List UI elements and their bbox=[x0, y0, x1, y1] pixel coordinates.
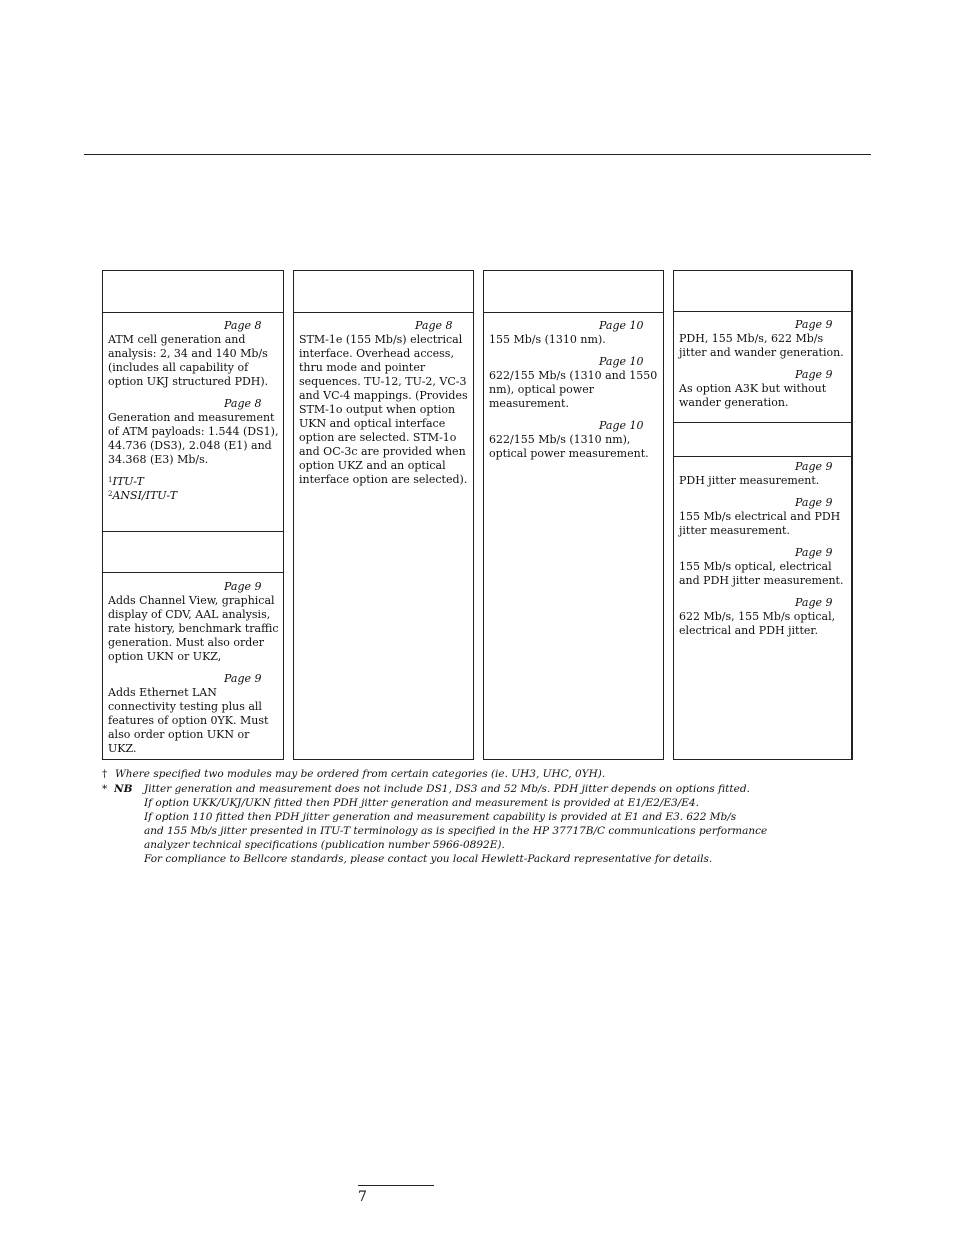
page-ref: Page 9 bbox=[795, 496, 833, 509]
nb-line: If option 110 fitted then PDH jitter generation and measurement capability is provided at E1 and E3. 622 Mb/s bbox=[144, 811, 737, 823]
nb-line: and 155 Mb/s jitter presented in ITU-T terminology as is specified in the HP 37717B/C communications performance bbox=[144, 825, 768, 837]
column-3-header-box bbox=[484, 271, 663, 313]
option-description: PDH jitter measurement. bbox=[679, 474, 820, 487]
nb-line: For compliance to Bellcore standards, please contact you local Hewlett-Packard representative for details. bbox=[144, 853, 713, 865]
dagger-mark: † bbox=[102, 768, 108, 780]
page-ref: Page 8 bbox=[415, 319, 453, 332]
nb-label: NB bbox=[114, 783, 133, 795]
page-ref: Page 9 bbox=[795, 546, 833, 559]
option-column-2 bbox=[293, 270, 474, 760]
column-2-section-1 bbox=[299, 319, 469, 487]
header-rule bbox=[84, 154, 871, 155]
footnote-1: $^1$ITU-T bbox=[108, 475, 144, 488]
footnote-2: $^2$ANSI/ITU-T bbox=[108, 489, 178, 502]
option-description: As option A3K but without wander generation. bbox=[679, 382, 827, 409]
asterisk-mark: * bbox=[102, 783, 108, 795]
page-ref: Page 10 bbox=[599, 355, 644, 368]
option-description: 155 Mb/s optical, electrical and PDH jitter measurement. bbox=[679, 560, 844, 587]
page-ref: Page 9 bbox=[795, 596, 833, 609]
option-description: ATM cell generation and analysis: 2, 34 and 140 Mb/s (includes all capability of option UKJ structured PDH). bbox=[108, 333, 269, 388]
dagger-note bbox=[102, 767, 862, 781]
option-description: STM-1e (155 Mb/s) electrical interface. Overhead access, thru mode and pointer sequences. TU-12, TU-2, VC-3 and VC-4 mappings. (Provides STM-1o output when option UKN and optical interface option are selected. STM-1o and OC-3c are provided when option UKZ and an optical interface option are selected). bbox=[299, 333, 468, 486]
nb-line: Jitter generation and measurement does not include DS1, DS3 and 52 Mb/s. PDH jitter depends on options fitted. bbox=[144, 783, 750, 795]
column-3-section-1 bbox=[489, 319, 659, 461]
page-ref: Page 8 bbox=[224, 397, 262, 410]
page-number-rule bbox=[358, 1185, 434, 1186]
column-4-header-box bbox=[674, 271, 851, 312]
page-ref: Page 10 bbox=[599, 419, 644, 432]
option-description: Adds Channel View, graphical display of CDV, AAL analysis, rate history, benchmark traffic generation. Must also order option UKN or UKZ, bbox=[108, 594, 279, 663]
footnotes bbox=[102, 767, 862, 866]
nb-line: If option UKK/UKJ/UKN fitted then PDH jitter generation and measurement is provided at E1/E2/E3/E4. bbox=[144, 797, 699, 809]
column-1-subheader-box bbox=[103, 531, 283, 573]
option-description: 155 Mb/s electrical and PDH jitter measurement. bbox=[679, 510, 841, 537]
page-ref: Page 9 bbox=[224, 672, 262, 685]
option-description: PDH, 155 Mb/s, 622 Mb/s jitter and wander generation. bbox=[679, 332, 844, 359]
option-column-3 bbox=[483, 270, 664, 760]
page-ref: Page 8 bbox=[224, 319, 262, 332]
nb-line: analyzer technical specifications (publication number 5966-0892E). bbox=[144, 839, 505, 851]
column-4-section-2 bbox=[679, 460, 847, 638]
column-1-section-1 bbox=[108, 319, 279, 503]
page-ref: Page 9 bbox=[795, 368, 833, 381]
option-description: 622/155 Mb/s (1310 nm), optical power measurement. bbox=[489, 433, 649, 460]
column-4-section-1 bbox=[679, 318, 847, 410]
column-4-subheader-box bbox=[674, 422, 851, 457]
option-description: Generation and measurement of ATM payloads: 1.544 (DS1), 44.736 (DS3), 2.048 (E1) and 34.368 (E3) Mb/s. bbox=[108, 411, 279, 466]
page-ref: Page 9 bbox=[795, 460, 833, 473]
page-ref: Page 9 bbox=[224, 580, 262, 593]
page-ref: Page 10 bbox=[599, 319, 644, 332]
option-column-1 bbox=[102, 270, 284, 760]
dagger-note-text: Where specified two modules may be ordered from certain categories (ie. UH3, UHC, 0YH). bbox=[115, 768, 606, 780]
option-description: 622/155 Mb/s (1310 and 1550 nm), optical power measurement. bbox=[489, 369, 658, 410]
page-ref: Page 9 bbox=[795, 318, 833, 331]
option-description: 155 Mb/s (1310 nm). bbox=[489, 333, 606, 346]
column-1-section-2 bbox=[108, 580, 279, 756]
column-2-header-box bbox=[294, 271, 473, 313]
page-number: 7 bbox=[358, 1189, 367, 1205]
option-description: Adds Ethernet LAN connectivity testing plus all features of option 0YK. Must also order option UKN or UKZ. bbox=[108, 686, 269, 755]
column-1-header-box bbox=[103, 271, 283, 313]
option-description: 622 Mb/s, 155 Mb/s optical, electrical and PDH jitter. bbox=[679, 610, 836, 637]
option-column-4 bbox=[673, 270, 853, 760]
nb-note bbox=[102, 782, 862, 796]
